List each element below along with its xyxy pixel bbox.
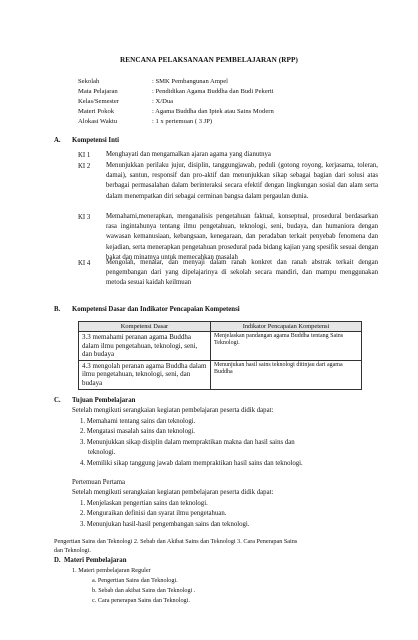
- section-c-letter: C.: [54, 397, 61, 404]
- table-header-kd: Kompetensi Dasar: [79, 322, 211, 332]
- material-item: c. Cara penerapan Sains dan Teknologi.: [92, 597, 190, 604]
- competency-table: [78, 321, 362, 390]
- identity-value-class: : X/Dua: [152, 98, 174, 105]
- identity-value-topic: : Agama Buddha dan Iptek atau Sains Modern: [152, 108, 274, 115]
- table-cell-kd: 4.3 mengolah peranan agama Buddha dalam ilmu pengetahuan, teknologi, seni, dan budaya: [79, 360, 211, 389]
- meeting-item: 3. Menunjukan hasil-hasil pengembangan sains dan teknologi.: [80, 521, 250, 528]
- table-header-row: [79, 322, 362, 332]
- identity-label-subject: Mata Pelajaran: [78, 88, 118, 95]
- objective-item: 3. Menunjukkan sikap disiplin dalam mempraktikan makna dan hasil sains dan: [80, 439, 295, 446]
- identity-label-topic: Materi Pokok: [78, 108, 115, 115]
- section-a-letter: A.: [54, 137, 61, 144]
- document-title: RENCANA PELAKSANAAN PEMBELAJARAN (RPP): [119, 56, 299, 64]
- ki-code: KI 2: [78, 163, 91, 170]
- material-item: a. Pengertian Sains dan Teknologi.: [92, 577, 178, 584]
- ki-code: KI 4: [78, 260, 91, 267]
- meeting-intro: Setelah mengikuti serangkaian kegiatan pembelajaran peserta didik dapat:: [72, 489, 274, 496]
- identity-label-school: Sekolah: [78, 78, 100, 85]
- section-c-title: Tujuan Pembelajaran: [72, 397, 136, 404]
- objective-item: 1. Memahami tentang sains dan teknologi.: [80, 418, 196, 425]
- meeting-item: 2. Menguraikan definisi dan syarat ilmu pengetahuan.: [80, 510, 227, 517]
- identity-label-class: Kelas/Semester: [78, 98, 120, 105]
- ki-code: KI 1: [78, 152, 91, 159]
- table-row: [79, 332, 362, 361]
- objective-item: 4. Memiliki sikap tanggung jawab dalam mempraktikan hasil sains dan teknologi.: [80, 460, 303, 467]
- section-b-letter: B.: [54, 306, 61, 313]
- objective-item-continued: teknologi.: [88, 449, 116, 456]
- section-a-title: Kompetensi Inti: [72, 137, 120, 144]
- section-d-letter: D.: [54, 557, 61, 564]
- meeting-item: 1. Menjelaskan pengertian sains dan teknologi.: [80, 500, 208, 507]
- ki-text: Mengolah, menalar, dan menyaji dalam ranah konkret dan ranah abstrak terkait dengan pengembangan dari yang dipelajarinya di sekolah secara mandiri, dan mampu menggunakan metoda sesuai kaidah keilmuan: [106, 259, 378, 287]
- identity-value-time: : 1 x pertemuan ( 3 JP): [152, 118, 213, 125]
- identity-value-subject: : Pendidikan Agama Buddha dan Budi Pekerti: [152, 88, 274, 95]
- summary-line: dan Teknologi.: [54, 547, 91, 554]
- summary-line: Pengertian Sains dan Teknologi 2. Sebab dan Akibat Sains dan Teknologi 3. Cara Penerapan Sains: [54, 538, 298, 545]
- table-header-indicator: Indikator Pencapaian Kompetensi: [211, 322, 362, 332]
- ki-text: Menunjukkan perilaku jujur, disiplin, tanggungjawab, peduli (gotong royong, kerjasama, toleran, damai), santun, responsif dan pro-aktif dan menunjukkan sikap sebagai bagian dari solusi atas berbagai permasalahan dalam berinteraksi secara efektif dengan lingkungan sosial dan alam serta dalam menempatkan diri sebagai cerminan bangsa dalam pergaulan dunia.: [106, 162, 378, 200]
- table-cell-kd: 3.3 memahami peranan agama Buddha dalam ilmu pengetahuan, teknologi, seni, dan budaya: [79, 332, 211, 361]
- ki-code: KI 3: [78, 214, 91, 221]
- material-item: b. Sebab dan akibat Sains dan Teknologi .: [92, 587, 196, 594]
- section-d-title: Materi Pembelajaran: [64, 557, 127, 564]
- objectives-intro: Setelah mengikuti serangkaian kegiatan pembelajaran peserta didik dapat:: [72, 407, 274, 414]
- objective-item: 2. Mengatasi masalah sains dan teknologi.: [80, 428, 195, 435]
- table-row: [79, 360, 362, 389]
- section-b-title: Kompetensi Dasar dan Indikator Pencapaian Kompetensi: [72, 306, 240, 313]
- identity-label-time: Alokasi Waktu: [78, 118, 118, 125]
- table-cell-indicator: Menjelaskan pandangan agama Buddha tentang Sains Teknologi.: [211, 332, 362, 361]
- ki-text: Menghayati dan mengamalkan ajaran agama yang dianutnya: [106, 151, 271, 158]
- identity-value-school: : SMK Pembangunan Ampel: [152, 78, 229, 85]
- ki-text: Memahami,menerapkan, menganalisis pengetahuan faktual, konseptual, prosedural berdasarkan rasa ingintahunya tentang ilmu pengetahuan, teknologi, seni, budaya, dan humaniora dengan wawasan kemanusiaan, kebangsaan, kenegaraan, dan peradaban terkait penyebab fenomena dan kejadian, serta menerapkan pengetahuan prosedural pada bidang kajian yang spesifik sesuai dengan bakat dan minatnya untuk memecahkan masalah: [106, 213, 378, 261]
- material-sub: 1. Materi pembelajaran Reguler: [72, 567, 151, 574]
- meeting-title: Pertemuan Pertama: [72, 479, 126, 486]
- table-cell-indicator: Menunjukan hasil sains teknologi ditinjau dari agama Buddha: [211, 360, 362, 389]
